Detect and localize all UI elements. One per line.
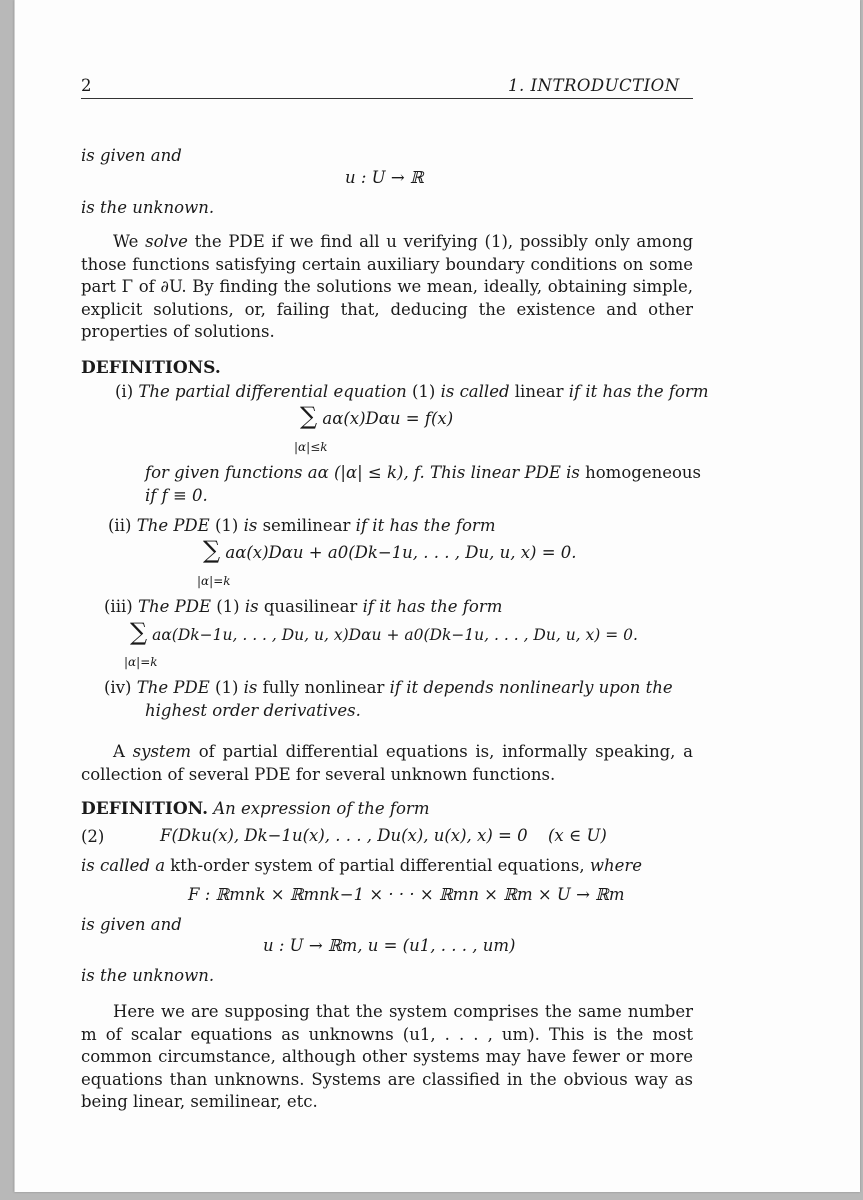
def-ii-sum-index: |α|=k [197, 574, 231, 588]
definition2-unknown: is the unknown. [81, 966, 215, 985]
intro-unknown: is the unknown. [81, 198, 215, 217]
intro-map-equation: u : U → ℝ [345, 168, 424, 187]
definitions-heading: DEFINITIONS. [81, 358, 221, 378]
definition2-called-line: is called a kth-order system of partial differential equations, where [81, 856, 643, 875]
equation-2: F(Dku(x), Dk−1u(x), . . . , Du(x), u(x), x) = 0 [160, 826, 528, 845]
equation-2-condition: (x ∈ U) [548, 826, 607, 845]
closing-paragraph: Here we are supposing that the system comprises the same number m of scalar equations as unknowns (u1, . . . , um). This is the most common circumstance, although other systems may have fewer or more equations than unknowns. Systems are classified in the obvious way as being linear, semilinear, etc. [81, 1002, 693, 1112]
def-iv-line: (iv) The PDE (1) is fully nonlinear if it depends nonlinearly upon the [104, 678, 673, 697]
def-ii-line: (ii) The PDE (1) is semilinear if it has the form [108, 516, 496, 535]
solve-paragraph: We solve the PDE if we find all u verifying (1), possibly only among those functions satisfying certain auxiliary boundary conditions on some part Γ of ∂U. By finding the solutions we mean, ideally, obtaining simple, explicit solutions, or, failing that, deducing the existence and other properties of solutions. [81, 232, 694, 342]
def-i-line3: if f ≡ 0. [145, 486, 208, 505]
intro-given: is given and [81, 146, 182, 165]
def-i-equation: ∑ aα(x)Dαu = f(x) [300, 402, 454, 430]
definition2-heading-line: DEFINITION. An expression of the form [81, 799, 430, 819]
def-ii-equation: ∑ aα(x)Dαu + a0(Dk−1u, . . . , Du, u, x) = 0. [203, 536, 577, 564]
header-rule [81, 98, 693, 99]
def-i-sum-index: |α|≤k [294, 440, 328, 454]
equation-2-number: (2) [81, 827, 105, 846]
definition2-map-equation: F : ℝmnk × ℝmnk−1 × · · · × ℝmn × ℝm × U → ℝm [188, 885, 625, 904]
running-header: 1. INTRODUCTION [508, 76, 680, 95]
page-number: 2 [81, 76, 92, 95]
def-iii-sum-index: |α|=k [124, 655, 158, 669]
def-iv-line2: highest order derivatives. [145, 701, 361, 720]
system-paragraph: A system of partial differential equations is, informally speaking, a collection of several PDE for several unknown functions. [81, 742, 693, 784]
def-iii-equation: ∑ aα(Dk−1u, . . . , Du, u, x)Dαu + a0(Dk−1u, . . . , Du, u, x) = 0. [130, 618, 638, 646]
definition2-given: is given and [81, 915, 182, 934]
def-i-line2: for given functions aα (|α| ≤ k), f. This linear PDE is homogeneous [145, 463, 702, 482]
def-i-line: (i) The partial differential equation (1) is called linear if it has the form [115, 382, 709, 401]
def-iii-line: (iii) The PDE (1) is quasilinear if it has the form [104, 597, 503, 616]
definition2-u-map: u : U → ℝm, u = (u1, . . . , um) [263, 936, 516, 955]
